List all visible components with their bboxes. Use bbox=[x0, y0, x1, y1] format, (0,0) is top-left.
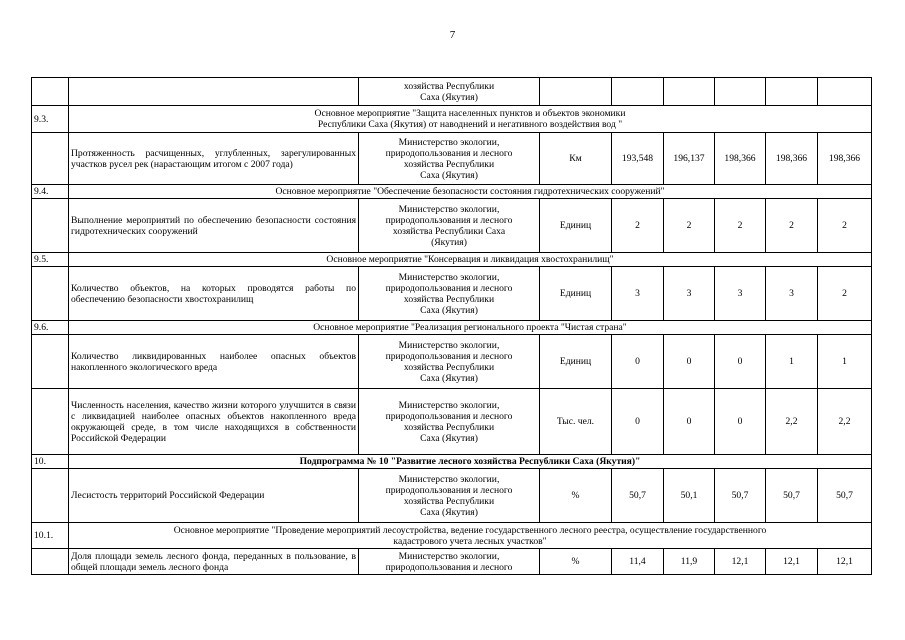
unit-cell: Км bbox=[540, 133, 612, 185]
value-cell: 0 bbox=[664, 389, 715, 455]
value-cell: 198,366 bbox=[818, 133, 872, 185]
section-row-9-4 bbox=[32, 185, 872, 199]
value-cell: 2,2 bbox=[818, 389, 872, 455]
indicator-name: Доля площади земель лесного фонда, переданных в пользование, в общей площади земель лесного фонда bbox=[69, 549, 359, 575]
value-cell: 0 bbox=[715, 335, 766, 389]
section-title: Основное мероприятие "Реализация регионального проекта "Чистая страна" bbox=[69, 321, 872, 335]
unit-cell: Тыс. чел. bbox=[540, 389, 612, 455]
value-cell: 1 bbox=[818, 335, 872, 389]
value-cell: 12,1 bbox=[818, 549, 872, 575]
org-cell: Министерство экологии, природопользования и лесного хозяйства Республики Саха (Якутия) bbox=[359, 469, 540, 523]
section-title: Основное мероприятие "Обеспечение безопасности состояния гидротехнических сооружений" bbox=[69, 185, 872, 199]
unit-cell: Единиц bbox=[540, 335, 612, 389]
table-row bbox=[32, 133, 872, 185]
section-row-10-1 bbox=[32, 523, 872, 549]
value-cell: 2 bbox=[715, 199, 766, 253]
section-number: 9.6. bbox=[32, 321, 69, 335]
value-cell: 0 bbox=[664, 335, 715, 389]
unit-cell: Единиц bbox=[540, 199, 612, 253]
value-cell: 2 bbox=[818, 267, 872, 321]
value-cell: 11,4 bbox=[612, 549, 664, 575]
value-cell: 50,1 bbox=[664, 469, 715, 523]
section-row-9-6 bbox=[32, 321, 872, 335]
section-title: Основное мероприятие "Консервация и ликвидация хвостохранилищ" bbox=[69, 253, 872, 267]
org-cell: Министерство экологии, природопользования и лесного bbox=[359, 549, 540, 575]
value-cell: 50,7 bbox=[818, 469, 872, 523]
section-number: 10. bbox=[32, 455, 69, 469]
indicator-name: Лесистость территорий Российской Федерации bbox=[69, 469, 359, 523]
table-row bbox=[32, 199, 872, 253]
table-row bbox=[32, 267, 872, 321]
value-cell: 3 bbox=[612, 267, 664, 321]
value-cell: 12,1 bbox=[766, 549, 818, 575]
table-row bbox=[32, 469, 872, 523]
table-row bbox=[32, 389, 872, 455]
section-number: 9.3. bbox=[32, 106, 69, 133]
value-cell: 198,366 bbox=[715, 133, 766, 185]
section-title: Основное мероприятие "Защита населенных пунктов и объектов экономики Республики Саха (Якутия) от наводнений и негативного воздействия вод " bbox=[69, 106, 872, 133]
value-cell: 1 bbox=[766, 335, 818, 389]
value-cell: 50,7 bbox=[612, 469, 664, 523]
section-number: 10.1. bbox=[32, 523, 69, 549]
section-row-9-5 bbox=[32, 253, 872, 267]
value-cell: 193,548 bbox=[612, 133, 664, 185]
table-row bbox=[32, 335, 872, 389]
value-cell: 198,366 bbox=[766, 133, 818, 185]
value-cell: 196,137 bbox=[664, 133, 715, 185]
indicators-table bbox=[31, 77, 872, 575]
section-number: 9.5. bbox=[32, 253, 69, 267]
value-cell: 2,2 bbox=[766, 389, 818, 455]
indicator-name: Численность населения, качество жизни которого улучшится в связи с ликвидацией наиболее опасных объектов накопленного вреда окружающей среде, в том числе находящихся в собственности Российской Федерации bbox=[69, 389, 359, 455]
value-cell: 50,7 bbox=[715, 469, 766, 523]
unit-cell: Единиц bbox=[540, 267, 612, 321]
org-cell: Министерство экологии, природопользования и лесного хозяйства Республики Саха (Якутия) bbox=[359, 389, 540, 455]
indicator-name: Протяженность расчищенных, углубленных, зарегулированных участков русел рек (нарастающим итогом с 2007 года) bbox=[69, 133, 359, 185]
org-cell: хозяйства Республики Саха (Якутия) bbox=[359, 78, 540, 106]
section-row-9-3 bbox=[32, 106, 872, 133]
section-number: 9.4. bbox=[32, 185, 69, 199]
value-cell: 2 bbox=[664, 199, 715, 253]
page-number: 7 bbox=[449, 29, 456, 41]
value-cell: 50,7 bbox=[766, 469, 818, 523]
value-cell: 2 bbox=[818, 199, 872, 253]
org-cell: Министерство экологии, природопользования и лесного хозяйства Республики Саха (Якутия) bbox=[359, 267, 540, 321]
value-cell: 11,9 bbox=[664, 549, 715, 575]
value-cell: 3 bbox=[664, 267, 715, 321]
indicator-name: Количество объектов, на которых проводятся работы по обеспечению безопасности хвостохранилищ bbox=[69, 267, 359, 321]
value-cell: 0 bbox=[612, 335, 664, 389]
unit-cell: % bbox=[540, 469, 612, 523]
org-cell: Министерство экологии, природопользования и лесного хозяйства Республики Саха (Якутия) bbox=[359, 133, 540, 185]
value-cell: 3 bbox=[715, 267, 766, 321]
org-cell: Министерство экологии, природопользования и лесного хозяйства Республики Саха (Якутия) bbox=[359, 335, 540, 389]
value-cell: 3 bbox=[766, 267, 818, 321]
table-row-continuation bbox=[32, 78, 872, 106]
subprogram-row-10 bbox=[32, 455, 872, 469]
value-cell: 2 bbox=[766, 199, 818, 253]
value-cell: 0 bbox=[715, 389, 766, 455]
unit-cell: % bbox=[540, 549, 612, 575]
subprogram-title: Подпрограмма № 10 "Развитие лесного хозяйства Республики Саха (Якутия)" bbox=[69, 455, 872, 469]
value-cell: 12,1 bbox=[715, 549, 766, 575]
value-cell: 2 bbox=[612, 199, 664, 253]
section-title: Основное мероприятие "Проведение мероприятий лесоустройства, ведение государственного лесного реестра, осуществление государственного кадастрового учета лесных участков" bbox=[69, 523, 872, 549]
org-cell: Министерство экологии, природопользования и лесного хозяйства Республики Саха (Якутия) bbox=[359, 199, 540, 253]
indicator-name: Выполнение мероприятий по обеспечению безопасности состояния гидротехнических сооружений bbox=[69, 199, 359, 253]
value-cell: 0 bbox=[612, 389, 664, 455]
indicator-name: Количество ликвидированных наиболее опасных объектов накопленного экологического вреда bbox=[69, 335, 359, 389]
table-row bbox=[32, 549, 872, 575]
